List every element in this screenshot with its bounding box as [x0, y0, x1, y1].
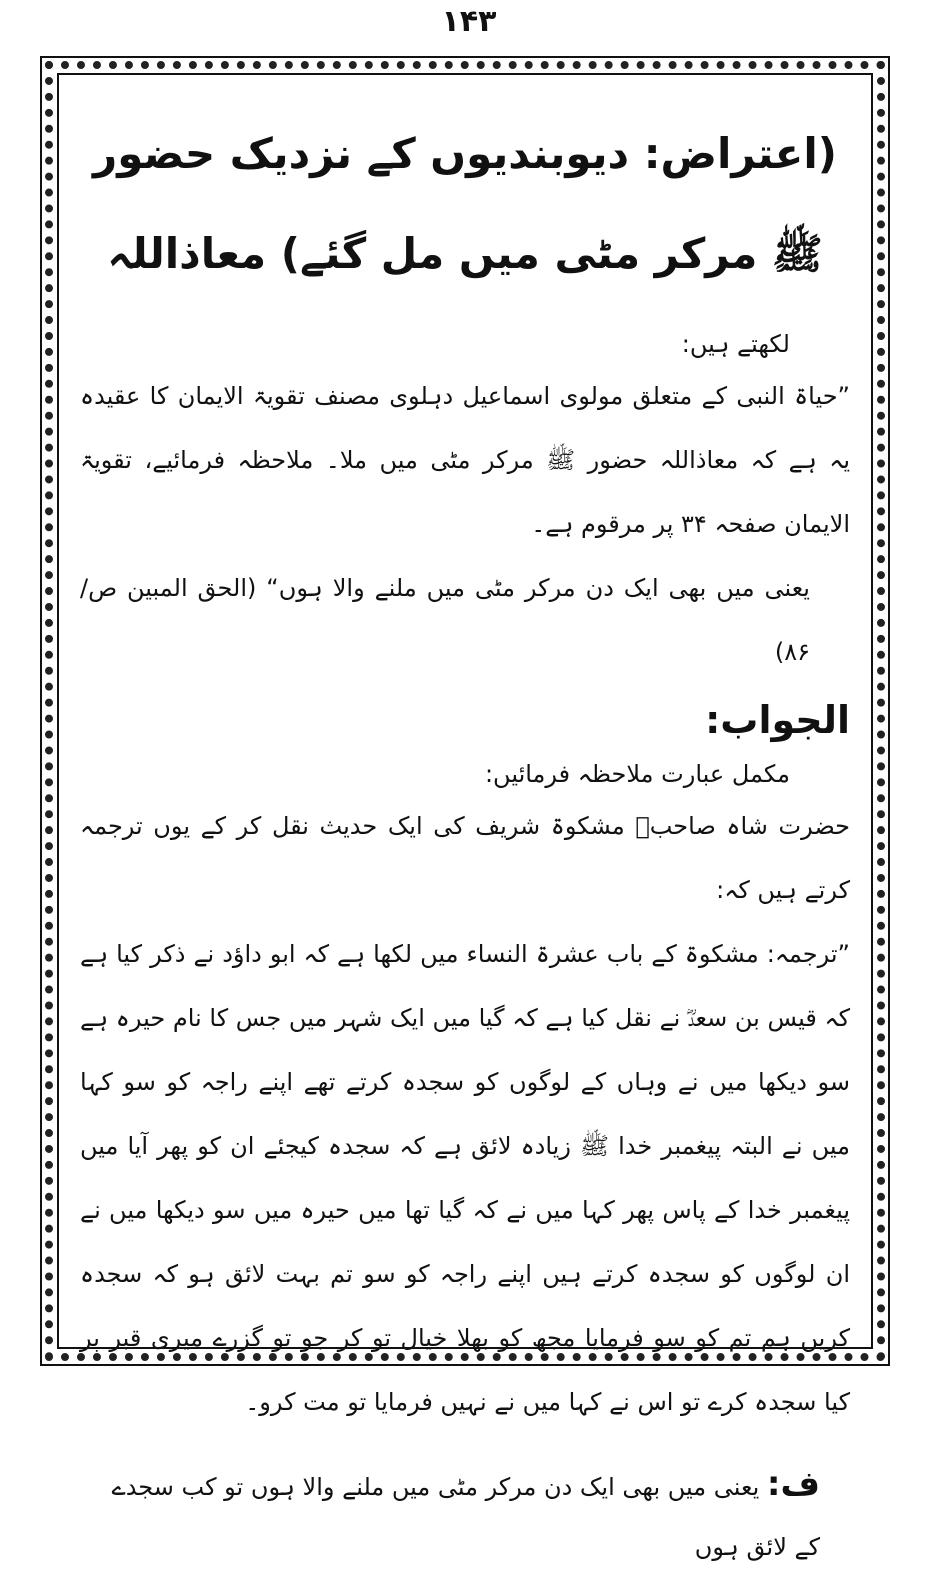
answer-intro: مکمل عبارت ملاحظہ فرمائیں: — [484, 760, 790, 788]
answer-lead: حضرت شاہ صاحبؒ مشکوۃ شریف کی ایک حدیث نقل کر کے یوں ترجمہ کرتے ہیں کہ: — [80, 812, 850, 904]
page-number: ۱۴۳ — [441, 4, 497, 39]
answer-heading: الجواب: — [705, 698, 850, 742]
page-heading: (اعتراض: دیوبندیوں کے نزدیک حضور ﷺ مرکر مٹی میں مل گئے) معاذاللہ — [93, 129, 837, 278]
quote-paragraph: ”حیاۃ النبی کے متعلق مولوی اسماعیل دہلوی مصنف تقویۃ الایمان کا عقیدہ یہ ہے کہ معاذاللہ حضور ﷺ مرکر مٹی میں ملا۔ ملاحظہ فرمائیے، تقویۃ الایمان صفحہ ۳۴ پر مرقوم ہے۔ — [80, 382, 850, 538]
translation-paragraph: ”ترجمہ: مشکوۃ کے باب عشرۃ النساء میں لکھا ہے کہ ابو داؤد نے ذکر کیا ہے کہ قیس بن سعدؓ نے نقل کیا ہے کہ گیا میں ایک شہر میں جس کا نام حیرہ ہے سو دیکھا میں نے وہاں کے لوگوں کو سجدہ کرتے تھے اپنے راجہ کو سو کہا میں نے البتہ پیغمبر خدا ﷺ زیادہ لائق ہے کہ سجدہ کیجئے ان کو پھر آیا میں پیغمبر خدا کے پاس پھر کہا میں نے کہ گیا تھا میں حیرہ میں سو دیکھا میں نے ان لوگوں کو سجدہ کرتے ہیں اپنے راجہ کو سو تم بہت لائق ہو کہ سجدہ کریں ہم تم کو سو فرمایا مجھ کو بھلا خیال تو کر جو تو گزرے میری قبر پر کیا سجدہ کرے تو اس نے کہا میں نے نہیں فرمایا تو مت کرو۔ — [80, 940, 850, 1416]
intro-label: لکھتے ہیں: — [681, 330, 790, 358]
quote-reference-line: یعنی میں بھی ایک دن مرکر مٹی میں ملنے والا ہوں“ (الحق المبین ص/ ۸۶) — [80, 574, 810, 666]
note-line — [80, 1454, 850, 1577]
note-label: ف: — [766, 1464, 820, 1504]
note-text: یعنی میں بھی ایک دن مرکر مٹی میں ملنے والا ہوں تو کب سجدے کے لائق ہوں — [111, 1473, 820, 1561]
page-content — [80, 90, 850, 1561]
